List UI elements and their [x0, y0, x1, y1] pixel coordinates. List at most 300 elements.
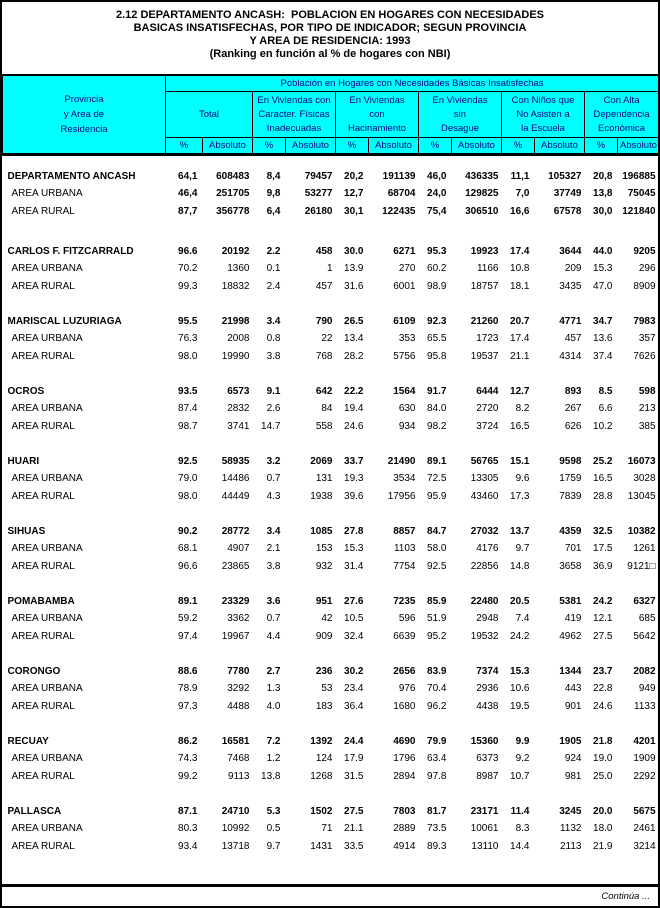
row-label: CORONGO — [3, 663, 166, 681]
value-percent: 20.0 — [585, 803, 618, 821]
row-label: AREA URBANA — [3, 540, 166, 558]
value-absolute: 2656 — [369, 663, 419, 681]
value-percent: 8.3 — [502, 820, 535, 838]
value-absolute: 251705 — [203, 185, 253, 203]
value-absolute: 22480 — [452, 593, 502, 611]
value-percent: 20,2 — [336, 168, 369, 186]
spacer-row — [3, 365, 659, 383]
value-percent: 30,0 — [585, 203, 618, 221]
value-percent: 22.2 — [336, 383, 369, 401]
value-absolute: 1268 — [286, 768, 336, 786]
row-label: POMABAMBA — [3, 593, 166, 611]
spacer-row — [3, 295, 659, 313]
value-percent: 16.5 — [585, 470, 618, 488]
value-percent: 95.2 — [419, 628, 452, 646]
title-line-3: Y AREA DE RESIDENCIA: 1993 — [249, 35, 411, 47]
value-percent: 30.0 — [336, 243, 369, 261]
value-absolute: 10061 — [452, 820, 502, 838]
group-header-no-asisten-escuela: Con Niños que No Asisten a la Escuela — [502, 92, 585, 138]
value-percent: 21.1 — [502, 348, 535, 366]
value-percent: 90.2 — [166, 523, 203, 541]
spacer-cell — [3, 435, 659, 453]
table-body — [3, 155, 659, 856]
value-absolute: 24710 — [203, 803, 253, 821]
value-percent: 25.2 — [585, 453, 618, 471]
row-label: MARISCAL LUZURIAGA — [3, 313, 166, 331]
table-row — [3, 243, 659, 261]
value-percent: 46,0 — [419, 168, 452, 186]
value-percent: 79.0 — [166, 470, 203, 488]
value-percent: 16,6 — [502, 203, 535, 221]
value-absolute: 1085 — [286, 523, 336, 541]
row-label: DEPARTAMENTO ANCASH — [3, 168, 166, 186]
value-absolute: 22856 — [452, 558, 502, 576]
value-absolute: 3435 — [535, 278, 585, 296]
value-percent: 2.2 — [253, 243, 286, 261]
value-percent: 14.4 — [502, 838, 535, 856]
value-percent: 95.5 — [166, 313, 203, 331]
row-label: CARLOS F. FITZCARRALD — [3, 243, 166, 261]
value-absolute: 6373 — [452, 750, 502, 768]
value-absolute: 1360 — [203, 260, 253, 278]
value-percent: 0.7 — [253, 610, 286, 628]
value-percent: 96.2 — [419, 698, 452, 716]
value-absolute: 68704 — [369, 185, 419, 203]
value-absolute: 53 — [286, 680, 336, 698]
value-absolute: 4907 — [203, 540, 253, 558]
value-percent: 65.5 — [419, 330, 452, 348]
value-absolute: 4962 — [535, 628, 585, 646]
value-absolute: 19923 — [452, 243, 502, 261]
row-label: AREA RURAL — [3, 628, 166, 646]
table-bottom-rule — [2, 884, 658, 887]
value-absolute: 14486 — [203, 470, 253, 488]
value-absolute: 4201 — [618, 733, 659, 751]
value-absolute: 8987 — [452, 768, 502, 786]
value-absolute: 23329 — [203, 593, 253, 611]
nbi-table — [2, 74, 659, 855]
spacer-row — [3, 155, 659, 168]
value-percent: 28.8 — [585, 488, 618, 506]
value-percent: 64,1 — [166, 168, 203, 186]
stub-line: Provincia — [64, 94, 104, 105]
value-percent: 20.7 — [502, 313, 535, 331]
table-row — [3, 680, 659, 698]
table-row — [3, 260, 659, 278]
value-absolute: 3028 — [618, 470, 659, 488]
value-percent: 27.6 — [336, 593, 369, 611]
value-absolute: 270 — [369, 260, 419, 278]
row-label: OCROS — [3, 383, 166, 401]
value-absolute: 23865 — [203, 558, 253, 576]
value-absolute: 236 — [286, 663, 336, 681]
value-absolute: 56765 — [452, 453, 502, 471]
row-label: AREA RURAL — [3, 838, 166, 856]
value-absolute: 1132 — [535, 820, 585, 838]
value-absolute: 598 — [618, 383, 659, 401]
value-absolute: 7983 — [618, 313, 659, 331]
value-percent: 24.2 — [502, 628, 535, 646]
value-absolute: 1909 — [618, 750, 659, 768]
row-label: HUARI — [3, 453, 166, 471]
value-absolute: 5675 — [618, 803, 659, 821]
value-percent: 11,1 — [502, 168, 535, 186]
value-percent: 97.3 — [166, 698, 203, 716]
table-row — [3, 488, 659, 506]
table-row — [3, 610, 659, 628]
value-percent: 13.8 — [253, 768, 286, 786]
row-label: SIHUAS — [3, 523, 166, 541]
value-percent: 4.3 — [253, 488, 286, 506]
spacer-cell — [3, 365, 659, 383]
row-label: AREA URBANA — [3, 470, 166, 488]
value-percent: 30,1 — [336, 203, 369, 221]
value-percent: 99.2 — [166, 768, 203, 786]
value-percent: 19.5 — [502, 698, 535, 716]
value-percent: 17.4 — [502, 330, 535, 348]
value-percent: 51.9 — [419, 610, 452, 628]
value-percent: 87.4 — [166, 400, 203, 418]
row-label: AREA RURAL — [3, 203, 166, 221]
subheader-percent: % — [419, 138, 452, 155]
spacer-row — [3, 575, 659, 593]
spacer-cell — [3, 295, 659, 313]
value-percent: 3.8 — [253, 348, 286, 366]
value-absolute: 356778 — [203, 203, 253, 221]
row-label: AREA URBANA — [3, 680, 166, 698]
value-percent: 9.7 — [253, 838, 286, 856]
value-percent: 76.3 — [166, 330, 203, 348]
value-percent: 84.0 — [419, 400, 452, 418]
table-row — [3, 733, 659, 751]
value-absolute: 3534 — [369, 470, 419, 488]
value-absolute: 3644 — [535, 243, 585, 261]
value-percent: 93.4 — [166, 838, 203, 856]
stub-line: Residencia — [60, 124, 108, 135]
table-row — [3, 540, 659, 558]
value-percent: 92.5 — [419, 558, 452, 576]
value-absolute: 28772 — [203, 523, 253, 541]
value-absolute: 951 — [286, 593, 336, 611]
value-percent: 24,0 — [419, 185, 452, 203]
value-percent: 79.9 — [419, 733, 452, 751]
value-percent: 22.8 — [585, 680, 618, 698]
value-absolute: 901 — [535, 698, 585, 716]
value-absolute: 19532 — [452, 628, 502, 646]
value-percent: 78.9 — [166, 680, 203, 698]
value-percent: 59.2 — [166, 610, 203, 628]
table-row — [3, 698, 659, 716]
value-percent: 13.4 — [336, 330, 369, 348]
value-absolute: 7468 — [203, 750, 253, 768]
value-absolute: 6001 — [369, 278, 419, 296]
table-row — [3, 663, 659, 681]
table-row — [3, 278, 659, 296]
value-percent: 73.5 — [419, 820, 452, 838]
value-absolute: 1431 — [286, 838, 336, 856]
value-absolute: 2948 — [452, 610, 502, 628]
row-label: PALLASCA — [3, 803, 166, 821]
value-absolute: 3292 — [203, 680, 253, 698]
value-percent: 23.4 — [336, 680, 369, 698]
value-percent: 8,4 — [253, 168, 286, 186]
value-percent: 9.7 — [502, 540, 535, 558]
value-percent: 24.2 — [585, 593, 618, 611]
row-label: AREA RURAL — [3, 348, 166, 366]
value-percent: 19.4 — [336, 400, 369, 418]
value-percent: 39.6 — [336, 488, 369, 506]
value-absolute: 8857 — [369, 523, 419, 541]
value-percent: 12.1 — [585, 610, 618, 628]
value-absolute: 596 — [369, 610, 419, 628]
row-label: AREA URBANA — [3, 610, 166, 628]
value-percent: 17.4 — [502, 243, 535, 261]
stub-header — [3, 75, 166, 155]
value-absolute: 2889 — [369, 820, 419, 838]
value-percent: 46,4 — [166, 185, 203, 203]
value-absolute: 1344 — [535, 663, 585, 681]
value-absolute: 4438 — [452, 698, 502, 716]
value-absolute: 196885 — [618, 168, 659, 186]
value-percent: 31.4 — [336, 558, 369, 576]
value-percent: 34.7 — [585, 313, 618, 331]
value-absolute: 2936 — [452, 680, 502, 698]
value-absolute: 43460 — [452, 488, 502, 506]
value-absolute: 19990 — [203, 348, 253, 366]
value-absolute: 4914 — [369, 838, 419, 856]
value-percent: 98.0 — [166, 348, 203, 366]
value-absolute: 7235 — [369, 593, 419, 611]
value-percent: 95.8 — [419, 348, 452, 366]
spacer-row — [3, 645, 659, 663]
value-percent: 10.7 — [502, 768, 535, 786]
value-percent: 31.5 — [336, 768, 369, 786]
value-percent: 1.2 — [253, 750, 286, 768]
value-absolute: 457 — [535, 330, 585, 348]
table-row — [3, 203, 659, 221]
table-row — [3, 330, 659, 348]
value-percent: 92.5 — [166, 453, 203, 471]
value-percent: 4.4 — [253, 628, 286, 646]
value-percent: 3.2 — [253, 453, 286, 471]
value-percent: 26.5 — [336, 313, 369, 331]
value-absolute: 19967 — [203, 628, 253, 646]
value-percent: 27.5 — [336, 803, 369, 821]
value-percent: 70.2 — [166, 260, 203, 278]
value-absolute: 6444 — [452, 383, 502, 401]
value-percent: 95.9 — [419, 488, 452, 506]
value-percent: 3.6 — [253, 593, 286, 611]
value-percent: 12.7 — [502, 383, 535, 401]
table-row — [3, 313, 659, 331]
value-percent: 9.1 — [253, 383, 286, 401]
value-absolute: 8909 — [618, 278, 659, 296]
value-absolute: 75045 — [618, 185, 659, 203]
table-row — [3, 628, 659, 646]
value-percent: 60.2 — [419, 260, 452, 278]
value-percent: 7.4 — [502, 610, 535, 628]
value-percent: 0.5 — [253, 820, 286, 838]
value-percent: 70.4 — [419, 680, 452, 698]
value-absolute: 457 — [286, 278, 336, 296]
value-absolute: 1796 — [369, 750, 419, 768]
value-percent: 20.5 — [502, 593, 535, 611]
value-absolute: 306510 — [452, 203, 502, 221]
table-row — [3, 400, 659, 418]
group-header-alta-dependencia: Con Alta Dependencia Económica — [585, 92, 659, 138]
spacer-row — [3, 505, 659, 523]
table-row — [3, 523, 659, 541]
value-absolute: 1 — [286, 260, 336, 278]
value-absolute: 121840 — [618, 203, 659, 221]
value-percent: 24.4 — [336, 733, 369, 751]
value-percent: 27.5 — [585, 628, 618, 646]
value-absolute: 6271 — [369, 243, 419, 261]
value-percent: 10.2 — [585, 418, 618, 436]
value-absolute: 209 — [535, 260, 585, 278]
value-percent: 19.0 — [585, 750, 618, 768]
value-percent: 23.7 — [585, 663, 618, 681]
value-absolute: 124 — [286, 750, 336, 768]
value-percent: 9.2 — [502, 750, 535, 768]
value-absolute: 213 — [618, 400, 659, 418]
value-absolute: 932 — [286, 558, 336, 576]
value-percent: 87.1 — [166, 803, 203, 821]
value-percent: 33.7 — [336, 453, 369, 471]
value-percent: 33.5 — [336, 838, 369, 856]
value-absolute: 1723 — [452, 330, 502, 348]
value-absolute: 13305 — [452, 470, 502, 488]
value-percent: 99.3 — [166, 278, 203, 296]
value-absolute: 4314 — [535, 348, 585, 366]
value-absolute: 6327 — [618, 593, 659, 611]
value-absolute: 7626 — [618, 348, 659, 366]
row-label: AREA RURAL — [3, 418, 166, 436]
row-label: AREA RURAL — [3, 768, 166, 786]
value-percent: 74.3 — [166, 750, 203, 768]
value-percent: 17.5 — [585, 540, 618, 558]
value-absolute: 27032 — [452, 523, 502, 541]
value-percent: 0.8 — [253, 330, 286, 348]
group-header-fisicas-inadecuadas: En Viviendas con Caracter. Físicas Inadecuadas — [253, 92, 336, 138]
value-percent: 44.0 — [585, 243, 618, 261]
value-absolute: 768 — [286, 348, 336, 366]
spacer-cell — [3, 575, 659, 593]
value-percent: 92.3 — [419, 313, 452, 331]
value-absolute: 6639 — [369, 628, 419, 646]
value-percent: 10.5 — [336, 610, 369, 628]
value-absolute: 3214 — [618, 838, 659, 856]
value-absolute: 981 — [535, 768, 585, 786]
value-absolute: 37749 — [535, 185, 585, 203]
value-percent: 68.1 — [166, 540, 203, 558]
value-percent: 10.8 — [502, 260, 535, 278]
value-absolute: 17956 — [369, 488, 419, 506]
value-absolute: 934 — [369, 418, 419, 436]
value-percent: 1.3 — [253, 680, 286, 698]
value-percent: 21.8 — [585, 733, 618, 751]
value-percent: 15.3 — [585, 260, 618, 278]
value-percent: 17.9 — [336, 750, 369, 768]
value-percent: 27.8 — [336, 523, 369, 541]
value-percent: 18.1 — [502, 278, 535, 296]
value-percent: 25.0 — [585, 768, 618, 786]
value-percent: 58.0 — [419, 540, 452, 558]
value-absolute: 630 — [369, 400, 419, 418]
value-percent: 36.9 — [585, 558, 618, 576]
value-percent: 36.4 — [336, 698, 369, 716]
value-absolute: 6109 — [369, 313, 419, 331]
value-percent: 2.4 — [253, 278, 286, 296]
value-percent: 12,7 — [336, 185, 369, 203]
value-percent: 98.9 — [419, 278, 452, 296]
value-absolute: 949 — [618, 680, 659, 698]
value-percent: 0.7 — [253, 470, 286, 488]
value-percent: 8.2 — [502, 400, 535, 418]
value-percent: 37.4 — [585, 348, 618, 366]
subheader-percent: % — [585, 138, 618, 155]
value-percent: 88.6 — [166, 663, 203, 681]
subheader-absolute: Absoluto — [286, 138, 336, 155]
value-absolute: 4488 — [203, 698, 253, 716]
value-absolute: 9205 — [618, 243, 659, 261]
value-percent: 85.9 — [419, 593, 452, 611]
table-row — [3, 750, 659, 768]
value-percent: 89.1 — [166, 593, 203, 611]
value-percent: 93.5 — [166, 383, 203, 401]
value-percent: 2.6 — [253, 400, 286, 418]
table-row — [3, 470, 659, 488]
value-absolute: 1938 — [286, 488, 336, 506]
value-absolute: 16073 — [618, 453, 659, 471]
row-label: AREA URBANA — [3, 820, 166, 838]
value-absolute: 20192 — [203, 243, 253, 261]
value-percent: 98.7 — [166, 418, 203, 436]
row-label: AREA RURAL — [3, 278, 166, 296]
table-row — [3, 168, 659, 186]
value-absolute: 7754 — [369, 558, 419, 576]
value-absolute: 701 — [535, 540, 585, 558]
value-percent: 47.0 — [585, 278, 618, 296]
value-absolute: 18757 — [452, 278, 502, 296]
span-title: Población en Hogares con Necesidades Básicas Insatisfechas — [166, 75, 659, 92]
value-absolute: 419 — [535, 610, 585, 628]
value-absolute: 79457 — [286, 168, 336, 186]
value-percent: 19.3 — [336, 470, 369, 488]
row-label: RECUAY — [3, 733, 166, 751]
value-absolute: 4771 — [535, 313, 585, 331]
value-absolute: 9113 — [203, 768, 253, 786]
spacer-cell — [3, 505, 659, 523]
value-absolute: 608483 — [203, 168, 253, 186]
value-percent: 95.3 — [419, 243, 452, 261]
table-row — [3, 418, 659, 436]
spacer-cell — [3, 645, 659, 663]
value-percent: 84.7 — [419, 523, 452, 541]
value-percent: 75,4 — [419, 203, 452, 221]
value-percent: 15.3 — [502, 663, 535, 681]
value-absolute: 1133 — [618, 698, 659, 716]
value-percent: 9.9 — [502, 733, 535, 751]
value-percent: 3.8 — [253, 558, 286, 576]
value-absolute: 1166 — [452, 260, 502, 278]
value-absolute: 5642 — [618, 628, 659, 646]
value-percent: 81.7 — [419, 803, 452, 821]
value-absolute: 122435 — [369, 203, 419, 221]
subheader-absolute: Absoluto — [452, 138, 502, 155]
value-absolute: 1103 — [369, 540, 419, 558]
value-absolute: 84 — [286, 400, 336, 418]
